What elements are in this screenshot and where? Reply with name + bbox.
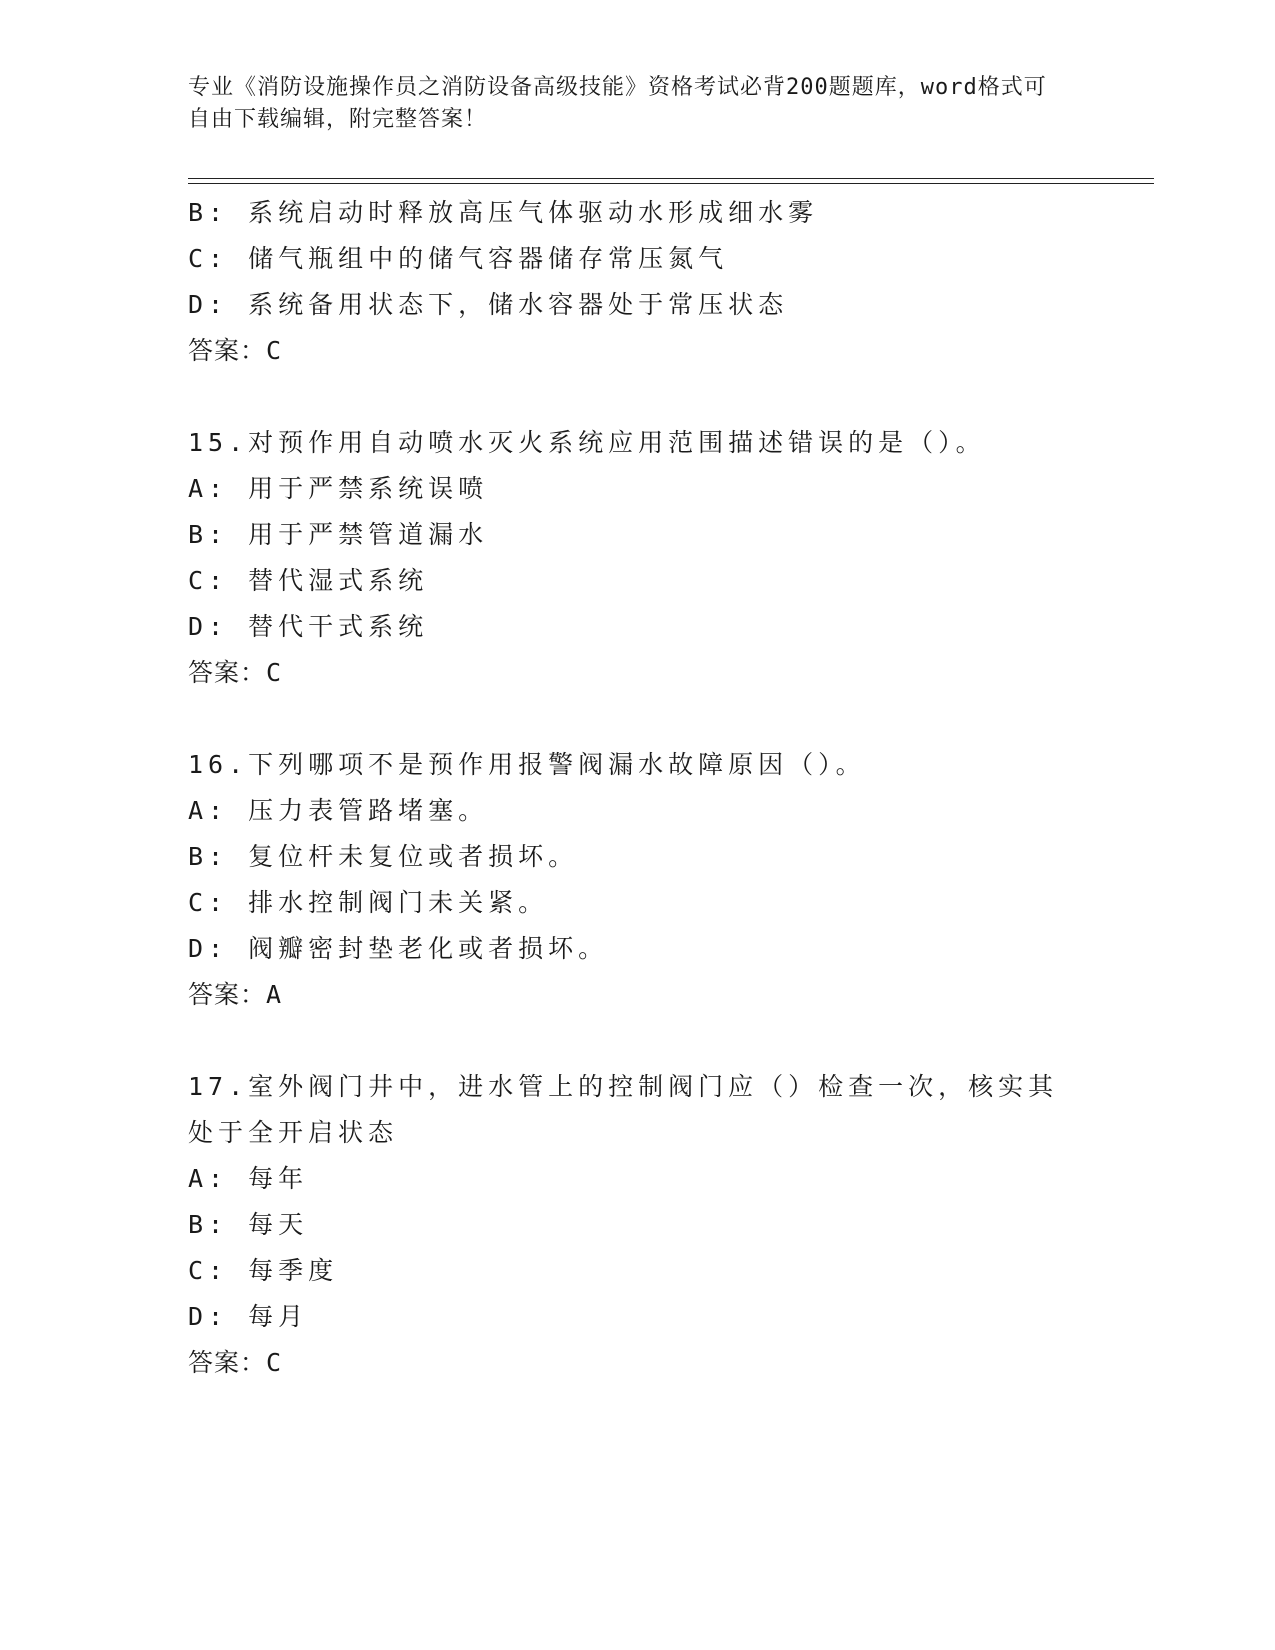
question-block-17 <box>188 1064 1088 1386</box>
answer: 答案：C <box>188 658 283 687</box>
option-a: A: 用于严禁系统误喷 <box>188 474 489 503</box>
option-c: C: 替代湿式系统 <box>188 566 429 595</box>
question-block-15 <box>188 420 1088 696</box>
document-header: 专业《消防设施操作员之消防设备高级技能》资格考试必背200题题库，word格式可自由下载编辑，附完整答案！ <box>188 75 1047 132</box>
option-d: D: 替代干式系统 <box>188 612 429 641</box>
option-b: B: 系统启动时释放高压气体驱动水形成细水雾 <box>188 198 819 227</box>
answer: 答案：C <box>188 336 283 365</box>
answer: 答案：A <box>188 980 283 1009</box>
option-b: B: 复位杆未复位或者损坏。 <box>188 842 579 871</box>
option-b: B: 每天 <box>188 1210 309 1239</box>
option-d: D: 系统备用状态下，储水容器处于常压状态 <box>188 290 789 319</box>
header-rule-bottom <box>188 183 1154 184</box>
question-block-14 <box>188 190 1088 374</box>
option-a: A: 压力表管路堵塞。 <box>188 796 489 825</box>
option-d: D: 阀瓣密封垫老化或者损坏。 <box>188 934 609 963</box>
question-text: 17.室外阀门井中，进水管上的控制阀门应（）检查一次，核实其处于全开启状态 <box>188 1072 1059 1147</box>
option-c: C: 储气瓶组中的储气容器储存常压氮气 <box>188 244 729 273</box>
question-text: 16.下列哪项不是预作用报警阀漏水故障原因（）。 <box>188 750 866 779</box>
option-b: B: 用于严禁管道漏水 <box>188 520 489 549</box>
option-a: A: 每年 <box>188 1164 309 1193</box>
answer: 答案：C <box>188 1348 283 1377</box>
question-block-16 <box>188 742 1088 1018</box>
header-rule-top <box>188 178 1154 179</box>
option-c: C: 每季度 <box>188 1256 339 1285</box>
option-d: D: 每月 <box>188 1302 309 1331</box>
option-c: C: 排水控制阀门未关紧。 <box>188 888 549 917</box>
question-text: 15.对预作用自动喷水灭火系统应用范围描述错误的是（）。 <box>188 428 986 457</box>
question-list <box>188 190 1088 1432</box>
